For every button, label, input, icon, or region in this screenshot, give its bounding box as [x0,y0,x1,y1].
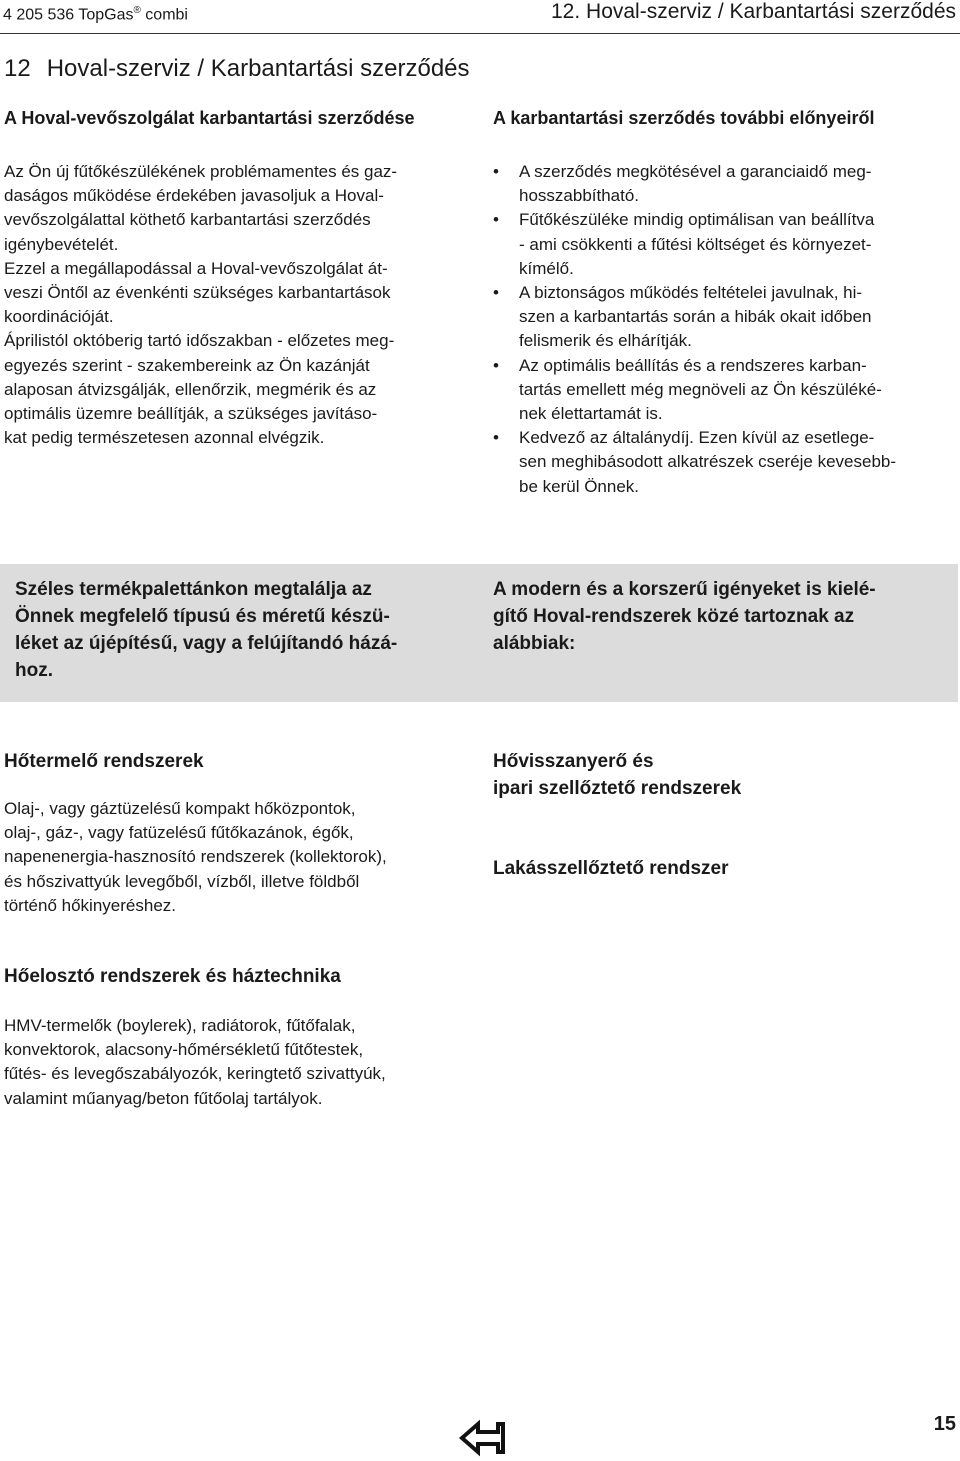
product-suffix: combi [140,6,188,24]
doc-id [3,5,188,24]
heat-distribution-text: HMV-termelők (boylerek), radiátorok, fűtőfalak, konvektorok, alacsony-hőmérsékletű fűtőtestek, fűtés- és levegőszabályozók, keringtető szivattyúk, valamint műanyag/beton fűtőolaj tartályok. [4,1016,386,1108]
heat-generation-text: Olaj-, vagy gáztüzelésű kompakt hőközpontok, olaj-, gáz-, vagy fatüzelésű fűtőkazánok, égők, napenenergia-hasznosító rendszerek (kollektorok), és hőszivattyúk levegőből, vízből, illetve földből történő hőkinyeréshez. [4,799,387,915]
residential-ventilation-heading: Lakásszellőztető rendszer [493,858,729,879]
doc-number: 4 205 536 TopGas [3,6,134,24]
chapter-title-text: Hoval-szerviz / Karbantartási szerződés [46,55,470,82]
registered-mark: ® [133,5,141,16]
maintenance-contract-section [4,106,470,450]
benefits-section [493,106,956,499]
list-item: • Az optimális beállítás és a rendszeres karban- tartás emellett még megnöveli az Ön készüléké- nek élettartamát is. [493,354,956,427]
chapter-title [4,55,470,83]
list-item: • A szerződés megkötésével a garanciaidő meg- hosszabbítható. [493,160,956,208]
page-number: 15 [933,1413,956,1435]
page-header [0,0,960,34]
heat-recovery-section [493,748,956,802]
heat-distribution-heading: Hőelosztó rendszerek és háztechnika [4,966,341,987]
maintenance-contract-heading: A Hoval-vevőszolgálat karbantartási szerződése [4,108,415,128]
residential-ventilation-section [493,855,956,882]
benefits-heading: A karbantartási szerződés további előnyeiről [493,108,875,128]
list-item: • Kedvező az általánydíj. Ezen kívül az esetlege- sen meghibásodott alkatrészek cseréje kevesebb- be kerül Önnek. [493,426,956,499]
heat-generation-section [4,748,470,918]
heat-recovery-heading: Hővisszanyerő és ipari szellőztető rendszerek [493,751,742,799]
list-item: • Fűtőkészüléke mindig optimálisan van beállítva - ami csökkenti a fűtési költséget és környezet- kímélő. [493,208,956,281]
header-divider [0,33,960,34]
back-arrow-icon[interactable] [458,1418,506,1458]
heat-distribution-section [4,963,470,1111]
running-section-title: 12. Hoval-szerviz / Karbantartási szerződés [551,0,956,23]
intro-paragraph: Az Ön új fűtőkészülékének problémamentes és gaz- daságos működése érdekében javasoljuk a Hoval- vevőszolgálattal köthető karbantartási szerződés igénybevételét. [4,162,398,254]
service-period-paragraph: Áprilistól októberig tartó időszakban - előzetes meg- egyezés szerint - szakembereink az Ön kazánját alaposan átvizsgálják, ellenőrzik, megmérik és az optimális üzemre beállítják, a szükséges javításo- kat pedig természetesen azonnal elvégzik. [4,331,395,448]
heat-generation-heading: Hőtermelő rendszerek [4,751,204,772]
hoval-systems-callout: A modern és a korszerű igényeket is kielé- gítő Hoval-rendszerek közé tartoznak az alábbiak: [493,579,876,654]
product-range-callout: Széles termékpalettánkon megtalálja az Önnek megfelelő típusú és méretű készü- léket az újépítésű, vagy a felújítandó házá- hoz. [15,579,398,681]
agreement-paragraph: Ezzel a megállapodással a Hoval-vevőszolgálat át- veszi Öntől az évenkénti szükséges karbantartások koordinációját. [4,258,391,327]
list-item: • A biztonságos működés feltételei javulnak, hi- szen a karbantartás során a hibák okait időben felismerik és elhárítják. [493,281,956,354]
benefits-list [493,160,956,499]
chapter-number: 12 [4,55,31,82]
